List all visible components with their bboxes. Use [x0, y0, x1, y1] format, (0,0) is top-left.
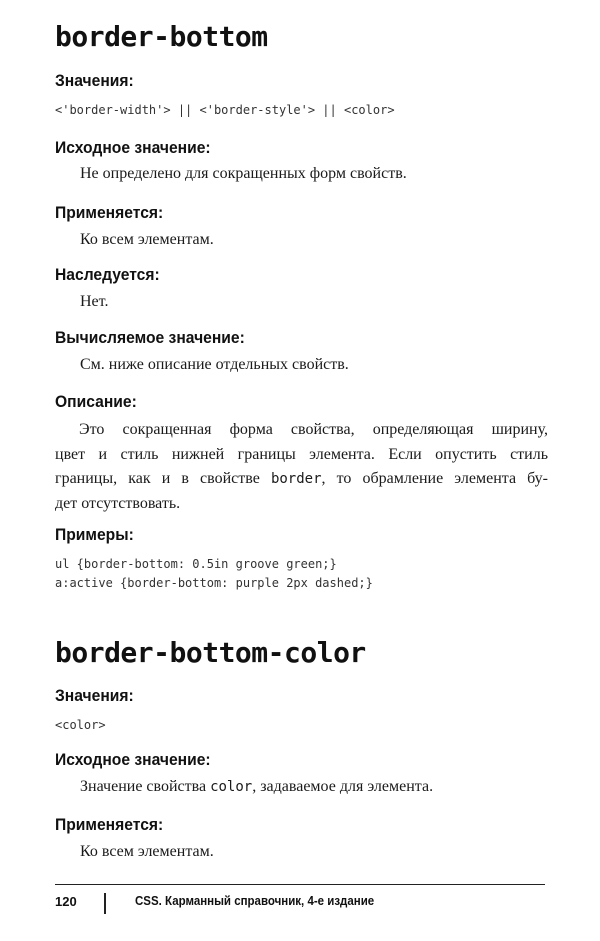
initial-value-text: [80, 778, 433, 796]
inline-code: color: [210, 779, 253, 795]
example-code-line: a:active {border-bottom: purple 2px dashed;}: [55, 576, 373, 590]
description-text: границы, как и в свойстве: [55, 470, 271, 487]
description-line: [55, 467, 548, 492]
computed-value-label: Вычисляемое значение:: [55, 328, 245, 347]
initial-text: , задаваемое для элемента.: [252, 778, 434, 795]
applies-to-label: Применяется:: [55, 203, 164, 222]
description-text: , то обрамление элемента бу-: [321, 470, 549, 487]
inline-code: border: [270, 471, 322, 487]
description-line: цвет и стиль нижней границы элемента. Если опустить стиль: [55, 445, 548, 463]
footer-separator: [104, 893, 106, 914]
initial-text: Значение свойства: [80, 778, 211, 795]
description-line: дет отсутствовать.: [55, 494, 181, 512]
applies-to-text: Ко всем элементам.: [80, 231, 214, 248]
applies-to-text: Ко всем элементам.: [80, 843, 214, 860]
computed-value-text: См. ниже описание отдельных свойств.: [80, 356, 349, 373]
applies-to-label: Применяется:: [55, 815, 164, 834]
example-code-line: ul {border-bottom: 0.5in groove green;}: [55, 557, 337, 571]
property-title: border-bottom: [55, 20, 268, 53]
inherited-text: Нет.: [80, 293, 109, 310]
page-number: 120: [55, 894, 77, 909]
description-line: Это сокращенная форма свойства, определяющая ширину,: [79, 421, 548, 438]
examples-label: Примеры:: [55, 525, 134, 544]
values-label: Значения:: [55, 686, 134, 705]
property-title: border-bottom-color: [55, 636, 366, 669]
values-syntax: <color>: [55, 718, 106, 732]
values-label: Значения:: [55, 71, 134, 90]
inherited-label: Наследуется:: [55, 265, 160, 284]
initial-value-label: Исходное значение:: [55, 750, 211, 769]
footer-divider: [55, 884, 545, 885]
initial-value-text: Не определено для сокращенных форм свойств.: [80, 165, 407, 182]
initial-value-label: Исходное значение:: [55, 138, 211, 157]
running-footer-title: CSS. Карманный справочник, 4-е издание: [135, 894, 375, 908]
description-paragraph: [55, 418, 548, 516]
values-syntax: <'border-width'> || <'border-style'> || <color>: [55, 103, 395, 117]
description-label: Описание:: [55, 392, 137, 411]
